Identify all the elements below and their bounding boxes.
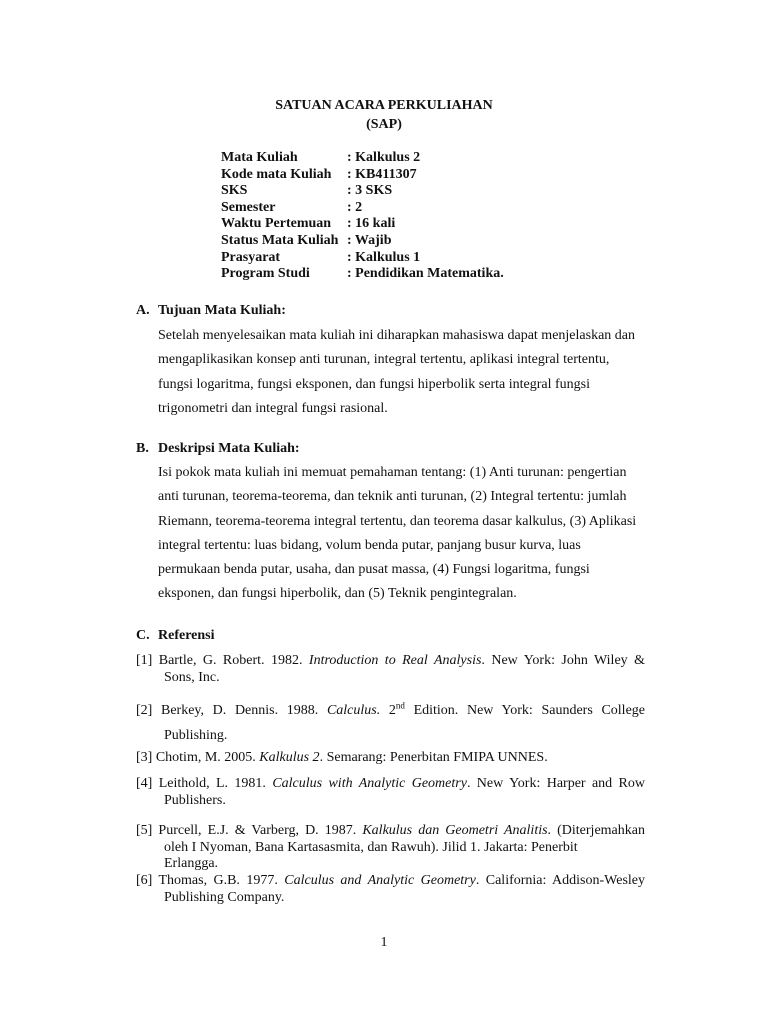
reference-publisher: . New York: John Wiley & — [481, 653, 645, 668]
reference-item — [136, 750, 645, 767]
section-a-heading — [136, 303, 286, 319]
course-info-key: Program Studi — [221, 266, 310, 282]
reference-continuation: Erlangga. — [164, 856, 219, 871]
document-title: SATUAN ACARA PERKULIAHAN — [275, 98, 493, 113]
course-info-key: Semester — [221, 199, 276, 215]
section-a-letter: A. — [136, 303, 150, 318]
reference-continuation: Publishing Company. — [164, 889, 285, 905]
reference-author: [2] Berkey, D. Dennis. 1988. — [136, 703, 327, 718]
reference-item — [136, 653, 645, 686]
reference-title: Introduction to Real Analysis — [308, 653, 482, 668]
course-info-key: Kode mata Kuliah — [221, 166, 332, 182]
course-info-value: : Wajib — [347, 232, 392, 248]
paragraph-line: fungsi logaritma, fungsi eksponen, dan fungsi hiperbolik serta integral fungsi — [158, 376, 590, 392]
course-info-value: : 3 SKS — [347, 183, 393, 199]
reference-title: Kalkulus dan Geometri Analitis — [362, 823, 548, 838]
reference-publisher: Edition. New York: Saunders College — [404, 703, 646, 718]
page-number: 1 — [380, 935, 388, 950]
paragraph-line: permukaan benda putar, usaha, dan pusat massa, (4) Fungsi logaritma, fungsi — [158, 562, 590, 578]
section-b-heading — [136, 441, 300, 457]
reference-continuation: Publishers. — [164, 792, 226, 808]
paragraph-line: eksponen, dan fungsi hiperbolik, dan (5) Teknik pengintegralan. — [158, 586, 517, 602]
reference-continuation: Publishing. — [164, 727, 228, 743]
paragraph-line: Isi pokok mata kuliah ini memuat pemahaman tentang: (1) Anti turunan: pengertian — [158, 465, 627, 480]
reference-publisher: . (Diterjemahkan — [547, 823, 645, 838]
reference-title: Kalkulus 2 — [259, 750, 320, 765]
reference-author: [4] Leithold, L. 1981. — [136, 776, 273, 791]
reference-edition: 2 — [380, 703, 396, 718]
reference-title: Calculus and Analytic Geometry — [284, 873, 476, 888]
reference-author: [1] Bartle, G. Robert. 1982. — [136, 653, 309, 668]
course-info-key: Prasyarat — [221, 249, 281, 265]
reference-publisher: . New York: Harper and Row — [466, 776, 646, 791]
reference-publisher: . Semarang: Penerbitan FMIPA UNNES. — [319, 750, 548, 765]
course-info-value: : KB411307 — [347, 166, 417, 182]
section-b-title: Deskripsi Mata Kuliah: — [158, 441, 300, 456]
paragraph-line: integral tertentu: luas bidang, volum benda putar, panjang busur kurva, luas — [158, 537, 581, 553]
reference-item — [136, 873, 645, 906]
reference-author: [5] Purcell, E.J. & Varberg, D. 1987. — [136, 823, 363, 838]
reference-continuation: Sons, Inc. — [164, 669, 220, 685]
section-b-letter: B. — [136, 441, 149, 456]
course-info-value: : Kalkulus 2 — [347, 150, 421, 165]
course-info-value: : 2 — [347, 199, 363, 215]
paragraph-line: Setelah menyelesaikan mata kuliah ini diharapkan mahasiswa dapat menjelaskan dan — [158, 328, 635, 343]
section-a-paragraph — [158, 324, 648, 421]
paragraph-line: anti turunan, teorema-teorema, dan teknik anti turunan, (2) Integral tertentu: jumlah — [158, 489, 627, 505]
course-info-key: Waktu Pertemuan — [221, 216, 332, 232]
reference-author: [6] Thomas, G.B. 1977. — [136, 873, 285, 888]
reference-item — [136, 776, 645, 809]
paragraph-line: trigonometri dan integral fungsi rasional. — [158, 400, 388, 416]
reference-continuation: oleh I Nyoman, Bana Kartasasmita, dan Rawuh). Jilid 1. Jakarta: Penerbit — [164, 839, 578, 855]
reference-item — [136, 823, 645, 873]
reference-title: Calculus. — [326, 703, 381, 718]
course-info-key: Mata Kuliah — [221, 150, 298, 165]
section-c-heading — [136, 628, 215, 644]
section-c-title: Referensi — [158, 628, 215, 643]
section-c-letter: C. — [136, 628, 150, 643]
document-subtitle: (SAP) — [366, 117, 402, 132]
course-info-value: : Kalkulus 1 — [347, 249, 421, 265]
course-info-value: : 16 kali — [347, 216, 396, 232]
paragraph-line: mengaplikasikan konsep anti turunan, integral tertentu, aplikasi integral tertentu, — [158, 352, 610, 368]
course-info-value: : Pendidikan Matematika. — [347, 266, 504, 282]
reference-item — [136, 700, 646, 744]
paragraph-line: Riemann, teorema-teorema integral tertentu, dan teorema dasar kalkulus, (3) Aplikasi — [158, 513, 637, 529]
reference-title: Calculus with Analytic Geometry — [272, 776, 467, 791]
course-info-key: Status Mata Kuliah — [221, 232, 339, 248]
reference-publisher: . California: Addison-Wesley — [475, 873, 645, 888]
course-info-key: SKS — [221, 183, 248, 199]
section-b-paragraph — [158, 461, 648, 607]
reference-edition-suffix: nd — [395, 700, 405, 711]
reference-author: [3] Chotim, M. 2005. — [136, 750, 260, 765]
section-a-title: Tujuan Mata Kuliah: — [158, 303, 286, 318]
